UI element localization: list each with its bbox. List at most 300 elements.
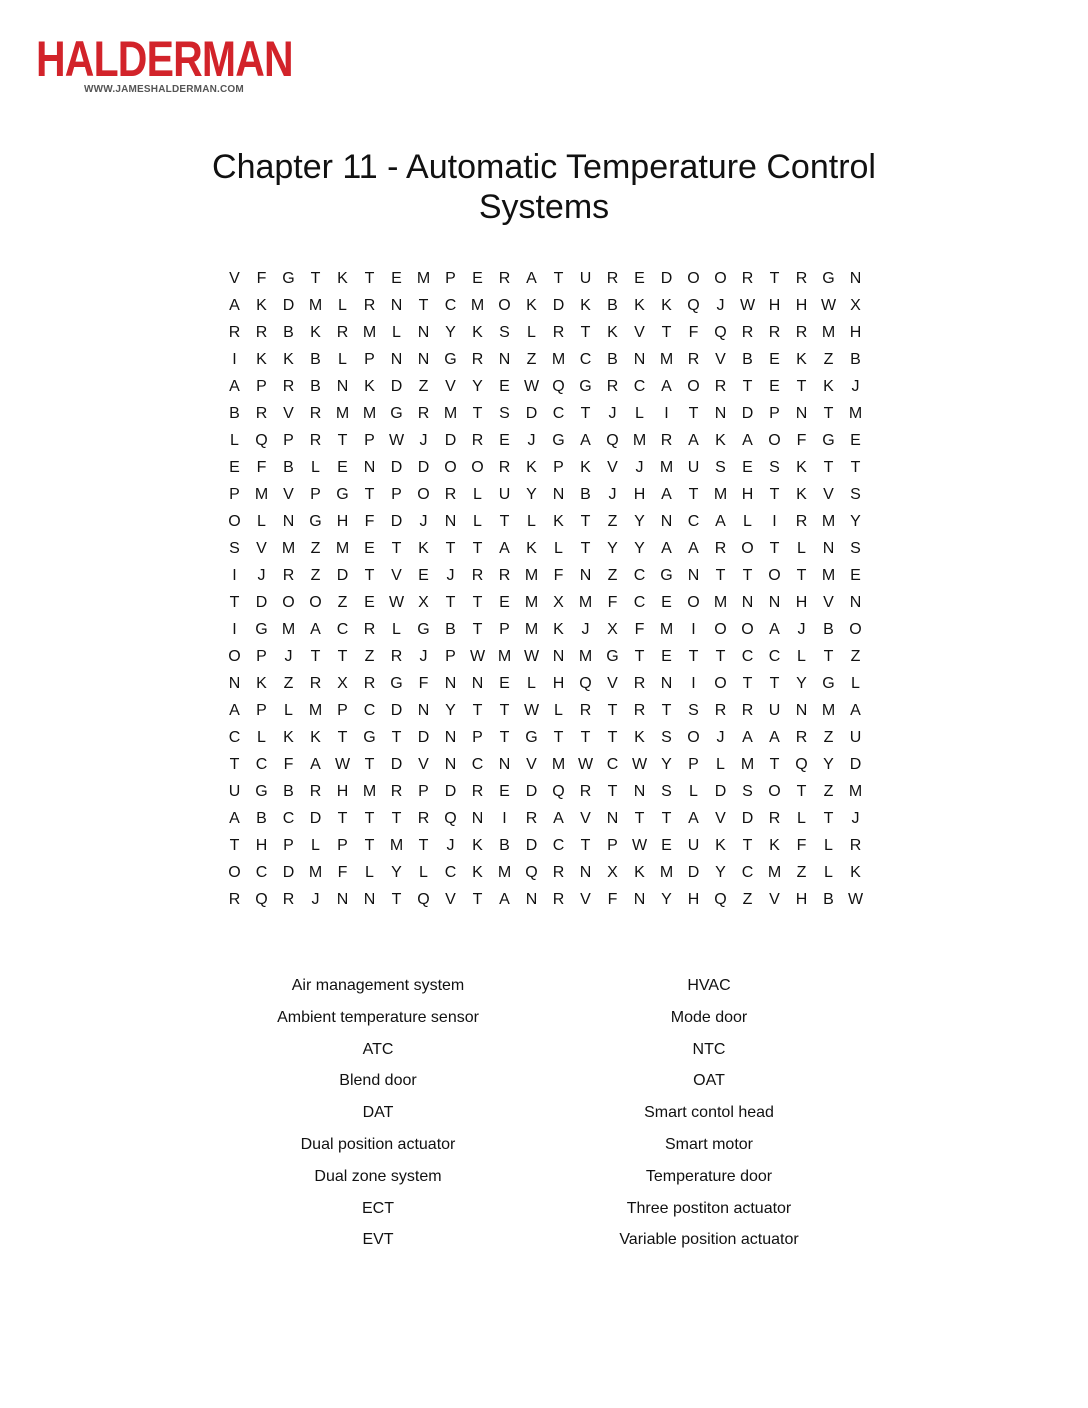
grid-letter: T <box>607 729 618 746</box>
grid-letter: E <box>661 837 672 854</box>
grid-letter: H <box>768 297 781 314</box>
grid-letter: E <box>364 540 375 557</box>
grid-letter: Z <box>823 729 834 746</box>
grid-letter: Y <box>823 756 834 773</box>
grid-letter: L <box>284 702 293 719</box>
grid-letter: R <box>633 702 646 719</box>
grid-letter: M <box>308 297 323 314</box>
grid-letter: V <box>283 405 294 422</box>
word-list-left-column <box>213 970 543 1256</box>
grid-letter: F <box>796 837 807 854</box>
grid-letter: J <box>716 297 725 314</box>
grid-letter: C <box>228 729 241 746</box>
grid-letter: T <box>688 486 699 503</box>
grid-letter: V <box>418 756 429 773</box>
grid-letter: T <box>796 783 807 800</box>
grid-letter: N <box>795 702 808 719</box>
grid-letter: L <box>392 621 401 638</box>
grid-letter: T <box>472 540 483 557</box>
grid-letter: M <box>821 513 836 530</box>
grid-letter: B <box>607 351 618 368</box>
halderman-logo <box>36 31 293 95</box>
grid-letter: Q <box>606 432 619 449</box>
grid-letter: K <box>337 270 348 287</box>
grid-letter: R <box>795 324 808 341</box>
grid-letter: Y <box>796 675 807 692</box>
grid-letter: T <box>229 837 240 854</box>
grid-letter: U <box>687 837 700 854</box>
grid-letter: M <box>848 405 863 422</box>
grid-letter: N <box>606 810 619 827</box>
grid-letter: K <box>580 459 591 476</box>
grid-letter: T <box>715 648 726 665</box>
grid-letter: Q <box>795 756 808 773</box>
grid-letter: A <box>229 702 240 719</box>
grid-letter: D <box>444 432 457 449</box>
grid-letter: K <box>796 459 807 476</box>
grid-letter: S <box>499 405 510 422</box>
grid-letter: G <box>390 405 403 422</box>
grid-letter: J <box>419 432 428 449</box>
grid-letter: C <box>444 864 457 881</box>
grid-letter: E <box>418 567 429 584</box>
grid-letter: U <box>579 270 592 287</box>
grid-letter: T <box>337 810 348 827</box>
grid-letter: F <box>688 324 699 341</box>
grid-letter: T <box>769 540 780 557</box>
grid-letter: N <box>660 675 673 692</box>
grid-letter: N <box>444 756 457 773</box>
grid-letter: A <box>229 810 240 827</box>
grid-letter: K <box>256 351 267 368</box>
grid-letter: A <box>661 378 672 395</box>
grid-letter: M <box>821 567 836 584</box>
grid-letter: K <box>418 540 429 557</box>
grid-letter: J <box>608 405 617 422</box>
grid-letter: P <box>391 486 402 503</box>
grid-letter: R <box>606 378 619 395</box>
grid-letter: T <box>769 675 780 692</box>
grid-letter: T <box>580 405 591 422</box>
grid-letter: C <box>255 756 268 773</box>
grid-letter: R <box>498 459 511 476</box>
grid-letter: N <box>471 675 484 692</box>
grid-letter: M <box>821 324 836 341</box>
grid-letter: X <box>607 621 618 638</box>
grid-letter: M <box>497 648 512 665</box>
grid-letter: O <box>741 540 754 557</box>
grid-letter: V <box>580 891 591 908</box>
grid-letter: K <box>283 729 294 746</box>
grid-letter: M <box>848 783 863 800</box>
grid-letter: A <box>850 702 861 719</box>
grid-letter: N <box>282 513 295 530</box>
grid-letter: N <box>579 864 592 881</box>
word-list-item: ATC <box>362 1040 394 1058</box>
grid-letter: M <box>335 405 350 422</box>
grid-letter: Q <box>417 891 430 908</box>
grid-letter: O <box>714 675 727 692</box>
grid-letter: D <box>660 270 673 287</box>
grid-letter: L <box>311 459 320 476</box>
grid-letter: C <box>363 702 376 719</box>
grid-letter: E <box>472 270 483 287</box>
grid-letter: T <box>445 540 456 557</box>
grid-letter: H <box>849 324 862 341</box>
grid-letter: H <box>552 675 565 692</box>
grid-letter: L <box>257 729 266 746</box>
grid-letter: Y <box>526 486 537 503</box>
grid-letter: A <box>499 891 510 908</box>
grid-letter: Y <box>634 540 645 557</box>
grid-letter: N <box>417 324 430 341</box>
grid-letter: A <box>661 540 672 557</box>
grid-letter: C <box>768 648 781 665</box>
grid-letter: J <box>257 567 266 584</box>
grid-letter: P <box>256 378 267 395</box>
grid-letter: Q <box>687 297 700 314</box>
grid-letter: R <box>849 837 862 854</box>
grid-letter: Q <box>714 324 727 341</box>
page-title-line-1: Chapter 11 - Automatic Temperature Control <box>212 148 876 186</box>
grid-letter: R <box>228 324 241 341</box>
grid-letter: R <box>363 297 376 314</box>
grid-letter: R <box>714 378 727 395</box>
grid-letter: R <box>471 432 484 449</box>
grid-letter: Y <box>661 891 672 908</box>
grid-letter: R <box>741 270 754 287</box>
grid-letter: T <box>634 648 645 665</box>
grid-letter: O <box>282 594 295 611</box>
grid-letter: R <box>741 324 754 341</box>
grid-letter: R <box>795 270 808 287</box>
grid-letter: F <box>283 756 294 773</box>
grid-letter: P <box>256 702 267 719</box>
grid-letter: M <box>524 594 539 611</box>
grid-letter: Q <box>255 891 268 908</box>
grid-letter: H <box>687 891 700 908</box>
grid-letter: R <box>417 810 430 827</box>
grid-letter: T <box>391 729 402 746</box>
grid-letter: V <box>823 594 834 611</box>
grid-letter: N <box>417 702 430 719</box>
grid-letter: G <box>552 432 565 449</box>
grid-letter: C <box>741 648 754 665</box>
grid-letter: M <box>659 351 674 368</box>
grid-letter: Y <box>472 378 483 395</box>
grid-letter: T <box>823 459 834 476</box>
grid-letter: T <box>715 567 726 584</box>
grid-letter: N <box>768 594 781 611</box>
grid-letter: F <box>607 891 618 908</box>
grid-letter: S <box>715 459 726 476</box>
grid-letter: E <box>364 594 375 611</box>
grid-letter: S <box>229 540 240 557</box>
grid-letter: D <box>741 405 754 422</box>
grid-letter: K <box>472 864 483 881</box>
grid-letter: C <box>606 756 619 773</box>
grid-letter: L <box>554 540 563 557</box>
grid-letter: J <box>716 729 725 746</box>
grid-letter: V <box>256 540 267 557</box>
grid-letter: G <box>606 648 619 665</box>
grid-letter: A <box>229 378 240 395</box>
grid-letter: F <box>418 675 429 692</box>
grid-letter: V <box>445 891 456 908</box>
grid-letter: A <box>742 729 753 746</box>
grid-letter: Z <box>310 540 321 557</box>
grid-letter: R <box>714 540 727 557</box>
grid-letter: E <box>634 270 645 287</box>
grid-letter: D <box>525 405 538 422</box>
grid-letter: E <box>337 459 348 476</box>
grid-letter: A <box>688 540 699 557</box>
grid-letter: H <box>633 486 646 503</box>
grid-letter: M <box>524 621 539 638</box>
grid-letter: K <box>634 297 645 314</box>
grid-letter: T <box>580 837 591 854</box>
grid-letter: O <box>417 486 430 503</box>
grid-letter: G <box>390 675 403 692</box>
grid-letter: P <box>283 837 294 854</box>
grid-letter: J <box>284 648 293 665</box>
grid-letter: T <box>229 594 240 611</box>
grid-letter: E <box>499 783 510 800</box>
grid-letter: L <box>338 297 347 314</box>
grid-letter: E <box>499 594 510 611</box>
grid-letter: W <box>334 756 351 773</box>
grid-letter: O <box>714 270 727 287</box>
grid-letter: N <box>633 351 646 368</box>
grid-letter: A <box>715 513 726 530</box>
word-search-grid <box>221 265 869 913</box>
grid-letter: R <box>579 783 592 800</box>
grid-letter: R <box>768 810 781 827</box>
grid-letter: G <box>444 351 457 368</box>
grid-letter: R <box>660 432 673 449</box>
grid-letter: A <box>661 486 672 503</box>
grid-letter: D <box>282 864 295 881</box>
grid-letter: P <box>310 486 321 503</box>
grid-letter: R <box>471 351 484 368</box>
grid-letter: N <box>687 567 700 584</box>
grid-letter: Z <box>526 351 537 368</box>
grid-letter: B <box>742 351 753 368</box>
grid-letter: T <box>364 567 375 584</box>
grid-letter: F <box>256 459 267 476</box>
grid-letter: F <box>553 567 564 584</box>
grid-letter: O <box>714 621 727 638</box>
grid-letter: E <box>391 270 402 287</box>
grid-letter: T <box>661 702 672 719</box>
grid-letter: M <box>470 297 485 314</box>
grid-letter: T <box>472 702 483 719</box>
grid-letter: G <box>309 513 322 530</box>
grid-letter: M <box>713 486 728 503</box>
grid-letter: G <box>255 621 268 638</box>
grid-letter: T <box>607 702 618 719</box>
grid-letter: T <box>418 837 429 854</box>
grid-letter: B <box>256 810 267 827</box>
grid-letter: L <box>554 702 563 719</box>
grid-letter: P <box>472 729 483 746</box>
grid-letter: K <box>526 459 537 476</box>
grid-letter: B <box>283 324 294 341</box>
grid-letter: J <box>419 513 428 530</box>
grid-letter: N <box>633 891 646 908</box>
grid-letter: F <box>256 270 267 287</box>
grid-letter: M <box>713 594 728 611</box>
grid-letter: K <box>526 540 537 557</box>
grid-letter: T <box>310 648 321 665</box>
grid-letter: Y <box>715 864 726 881</box>
grid-letter: T <box>607 783 618 800</box>
grid-letter: L <box>473 513 482 530</box>
grid-letter: G <box>660 567 673 584</box>
word-list-item: Smart motor <box>664 1135 753 1153</box>
grid-letter: O <box>498 297 511 314</box>
grid-letter: U <box>498 486 511 503</box>
grid-letter: R <box>471 783 484 800</box>
grid-letter: T <box>310 270 321 287</box>
grid-letter: V <box>607 675 618 692</box>
grid-letter: M <box>362 783 377 800</box>
grid-letter: G <box>255 783 268 800</box>
grid-letter: Z <box>364 648 375 665</box>
grid-letter: E <box>499 675 510 692</box>
grid-letter: E <box>850 567 861 584</box>
grid-letter: D <box>714 783 727 800</box>
grid-letter: J <box>446 567 455 584</box>
grid-letter: R <box>795 513 808 530</box>
grid-letter: T <box>742 675 753 692</box>
grid-letter: Z <box>823 783 834 800</box>
grid-letter: I <box>232 621 237 638</box>
grid-letter: K <box>526 297 537 314</box>
grid-letter: N <box>363 459 376 476</box>
grid-letter: T <box>364 756 375 773</box>
grid-letter: A <box>553 810 564 827</box>
grid-letter: K <box>553 621 564 638</box>
grid-letter: R <box>498 270 511 287</box>
grid-letter: V <box>229 270 240 287</box>
grid-letter: T <box>688 405 699 422</box>
grid-letter: N <box>336 891 349 908</box>
grid-letter: O <box>849 621 862 638</box>
grid-letter: K <box>364 378 375 395</box>
grid-letter: S <box>661 729 672 746</box>
grid-letter: R <box>309 783 322 800</box>
grid-letter: V <box>391 567 402 584</box>
grid-letter: D <box>417 729 430 746</box>
grid-letter: R <box>552 864 565 881</box>
grid-letter: T <box>337 729 348 746</box>
grid-letter: B <box>580 486 591 503</box>
grid-letter: C <box>741 864 754 881</box>
grid-letter: W <box>523 702 540 719</box>
grid-letter: Z <box>850 648 861 665</box>
grid-letter: M <box>254 486 269 503</box>
grid-letter: M <box>308 864 323 881</box>
grid-letter: A <box>310 756 321 773</box>
grid-letter: H <box>336 513 349 530</box>
grid-letter: J <box>311 891 320 908</box>
grid-letter: B <box>283 783 294 800</box>
grid-letter: L <box>527 513 536 530</box>
grid-letter: P <box>445 648 456 665</box>
grid-letter: M <box>524 567 539 584</box>
grid-letter: T <box>661 324 672 341</box>
grid-letter: B <box>445 621 456 638</box>
grid-letter: C <box>255 864 268 881</box>
grid-letter: Z <box>337 594 348 611</box>
grid-letter: W <box>847 891 864 908</box>
grid-letter: V <box>445 378 456 395</box>
grid-letter: J <box>527 432 536 449</box>
grid-letter: S <box>742 783 753 800</box>
grid-letter: K <box>769 837 780 854</box>
grid-letter: G <box>417 621 430 638</box>
grid-letter: E <box>850 432 861 449</box>
grid-letter: O <box>768 432 781 449</box>
grid-letter: L <box>392 324 401 341</box>
grid-letter: G <box>822 432 835 449</box>
word-list-item: NTC <box>692 1040 726 1058</box>
grid-letter: A <box>769 621 780 638</box>
grid-letter: D <box>282 297 295 314</box>
grid-letter: M <box>443 405 458 422</box>
grid-letter: L <box>230 432 239 449</box>
grid-letter: O <box>687 270 700 287</box>
grid-letter: R <box>336 324 349 341</box>
grid-letter: T <box>472 891 483 908</box>
grid-letter: I <box>691 621 696 638</box>
grid-letter: N <box>390 297 403 314</box>
grid-letter: A <box>688 810 699 827</box>
grid-letter: R <box>525 810 538 827</box>
grid-letter: N <box>390 351 403 368</box>
grid-letter: S <box>688 702 699 719</box>
word-list-item: OAT <box>693 1072 725 1090</box>
grid-letter: T <box>418 297 429 314</box>
grid-letter: X <box>607 864 618 881</box>
grid-letter: D <box>417 459 430 476</box>
grid-letter: W <box>631 837 648 854</box>
grid-letter: G <box>282 270 295 287</box>
grid-letter: B <box>310 378 321 395</box>
grid-letter: L <box>527 324 536 341</box>
grid-letter: K <box>796 351 807 368</box>
word-list-item: Variable position actuator <box>619 1231 799 1249</box>
grid-letter: E <box>661 594 672 611</box>
grid-letter: L <box>365 864 374 881</box>
grid-letter: Z <box>742 891 753 908</box>
grid-letter: H <box>795 594 808 611</box>
grid-letter: W <box>820 297 837 314</box>
grid-letter: Y <box>391 864 402 881</box>
grid-letter: A <box>499 540 510 557</box>
grid-letter: A <box>229 297 240 314</box>
grid-letter: N <box>660 513 673 530</box>
grid-letter: E <box>769 351 780 368</box>
grid-letter: T <box>796 378 807 395</box>
grid-letter: E <box>661 648 672 665</box>
grid-letter: J <box>851 378 860 395</box>
grid-letter: R <box>255 324 268 341</box>
grid-letter: P <box>445 270 456 287</box>
grid-letter: Z <box>283 675 294 692</box>
grid-letter: P <box>229 486 240 503</box>
